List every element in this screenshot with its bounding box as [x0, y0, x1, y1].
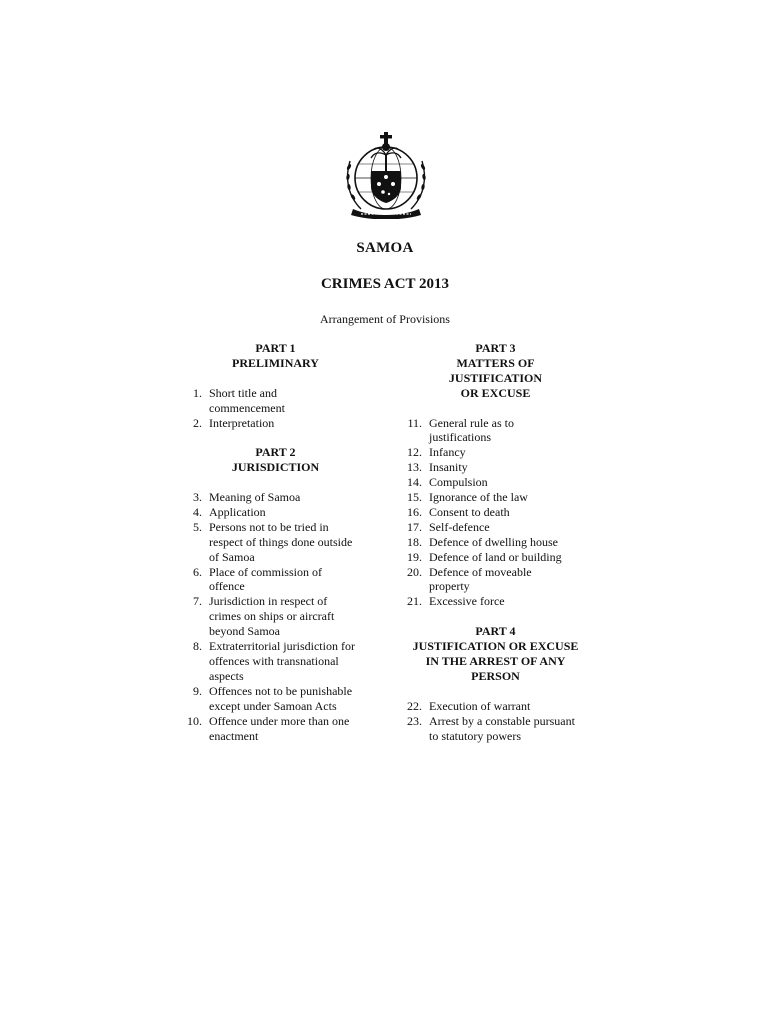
provision-title: of Samoa: [209, 549, 255, 564]
provision-title: justifications: [429, 430, 491, 445]
provision-title: offences with transnational: [209, 653, 339, 668]
provision-title: Consent to death: [429, 504, 510, 519]
provision-number: 22.: [407, 698, 422, 713]
coat-of-arms-crest: [341, 131, 431, 219]
provision-item[interactable]: [398, 699, 593, 714]
provision-title: Offences not to be punishable: [209, 683, 353, 698]
provision-title: beyond Samoa: [209, 624, 280, 639]
provision-item[interactable]: [398, 505, 593, 520]
provision-item[interactable]: [178, 639, 373, 684]
provision-title: Ignorance of the law: [429, 490, 528, 505]
provision-title: property: [429, 579, 470, 594]
provision-number: 9.: [193, 683, 202, 698]
provision-number: 8.: [193, 639, 202, 654]
act-title: CRIMES ACT 2013: [320, 276, 450, 292]
provision-list: [178, 490, 373, 743]
part-title: JUSTIFICATION OR EXCUSE: [412, 639, 579, 654]
provision-number: 10.: [187, 713, 202, 728]
provision-item[interactable]: [178, 416, 373, 431]
provision-item[interactable]: [398, 445, 593, 460]
provision-title: Compulsion: [429, 475, 488, 490]
provision-title: Interpretation: [209, 415, 275, 430]
provision-title: Insanity: [429, 460, 468, 475]
part-number: PART 2: [255, 445, 296, 460]
provision-number: 19.: [407, 549, 422, 564]
provision-title: Infancy: [429, 445, 466, 460]
provision-title: Place of commission of: [209, 564, 322, 579]
part-number: PART 4: [475, 624, 516, 639]
part-title: IN THE ARREST OF ANY: [425, 654, 566, 668]
provision-number: 21.: [407, 594, 422, 609]
provision-list: [398, 416, 593, 610]
part-number: PART 3: [475, 341, 516, 355]
provision-title: Offence under more than one: [209, 713, 350, 728]
country-heading: SAMOA: [356, 240, 414, 256]
arrangement-subtitle: Arrangement of Provisions: [320, 312, 450, 326]
provision-item[interactable]: [178, 684, 373, 714]
provision-title: Defence of land or building: [429, 549, 562, 564]
provision-title: to statutory powers: [429, 728, 521, 743]
provision-item[interactable]: [398, 550, 593, 565]
part-heading: [178, 341, 373, 371]
part-number: PART 1: [255, 341, 296, 355]
provision-number: 4.: [193, 504, 202, 519]
toc-left-column: [178, 341, 373, 743]
toc-right-column: [398, 341, 593, 743]
provision-item[interactable]: [178, 490, 373, 505]
part-heading: [398, 341, 593, 401]
provision-title: Arrest by a constable pursuant: [429, 713, 575, 728]
provision-number: 23.: [407, 713, 422, 728]
provision-number: 6.: [193, 564, 202, 579]
provision-title: Application: [209, 504, 266, 519]
provision-item[interactable]: [398, 475, 593, 490]
provision-number: 11.: [407, 415, 422, 430]
provision-number: 18.: [407, 534, 422, 549]
part-title: PERSON: [471, 668, 520, 683]
provision-item[interactable]: [398, 714, 593, 744]
provision-number: 7.: [193, 594, 202, 609]
provision-item[interactable]: [398, 520, 593, 535]
provision-number: 20.: [407, 564, 422, 579]
provision-title: Short title and: [209, 385, 277, 400]
part-title: PRELIMINARY: [232, 355, 319, 370]
provision-item[interactable]: [398, 594, 593, 609]
provision-number: 15.: [407, 490, 422, 505]
provision-title: offence: [209, 579, 245, 594]
provision-item[interactable]: [398, 490, 593, 505]
provision-title: Persons not to be tried in: [209, 519, 329, 534]
provision-title: enactment: [209, 728, 259, 743]
provision-number: 3.: [193, 490, 202, 505]
provision-number: 16.: [407, 504, 422, 519]
provision-item[interactable]: [178, 565, 373, 595]
provision-number: 1.: [193, 385, 202, 400]
provision-title: Jurisdiction in respect of: [209, 594, 328, 609]
provision-list: [398, 699, 593, 744]
provision-item[interactable]: [178, 520, 373, 565]
provision-number: 17.: [407, 519, 422, 534]
provision-title: General rule as to: [429, 415, 514, 430]
provision-title: Execution of warrant: [429, 698, 531, 713]
provision-title: crimes on ships or aircraft: [209, 609, 335, 624]
provision-title: Defence of moveable: [429, 564, 532, 579]
provision-list: [178, 386, 373, 431]
provision-title: respect of things done outside: [209, 534, 353, 549]
part-title: JUSTIFICATION: [448, 370, 543, 385]
provision-item[interactable]: [178, 386, 373, 416]
provision-number: 13.: [407, 460, 422, 475]
provision-title: Defence of dwelling house: [429, 534, 558, 549]
provision-title: Self-defence: [429, 519, 490, 534]
provision-title: Excessive force: [429, 594, 505, 609]
part-heading: [398, 624, 593, 684]
provision-title: except under Samoan Acts: [209, 698, 337, 713]
provision-item[interactable]: [398, 535, 593, 550]
provision-item[interactable]: [178, 714, 373, 744]
provision-number: 5.: [193, 519, 202, 534]
provision-number: 12.: [407, 445, 422, 460]
provision-item[interactable]: [398, 416, 593, 446]
part-title: OR EXCUSE: [460, 385, 531, 400]
provision-item[interactable]: [398, 460, 593, 475]
provision-item[interactable]: [178, 505, 373, 520]
provision-title: aspects: [209, 668, 244, 683]
provision-title: commencement: [209, 400, 285, 415]
part-title: JURISDICTION: [231, 460, 320, 475]
provision-item[interactable]: [398, 565, 593, 595]
provision-number: 14.: [407, 475, 422, 490]
provision-title: Meaning of Samoa: [209, 490, 301, 505]
part-heading: [178, 445, 373, 475]
part-title: MATTERS OF: [456, 355, 535, 370]
provision-item[interactable]: [178, 594, 373, 639]
provision-number: 2.: [193, 415, 202, 430]
provision-title: Extraterritorial jurisdiction for: [209, 639, 355, 654]
